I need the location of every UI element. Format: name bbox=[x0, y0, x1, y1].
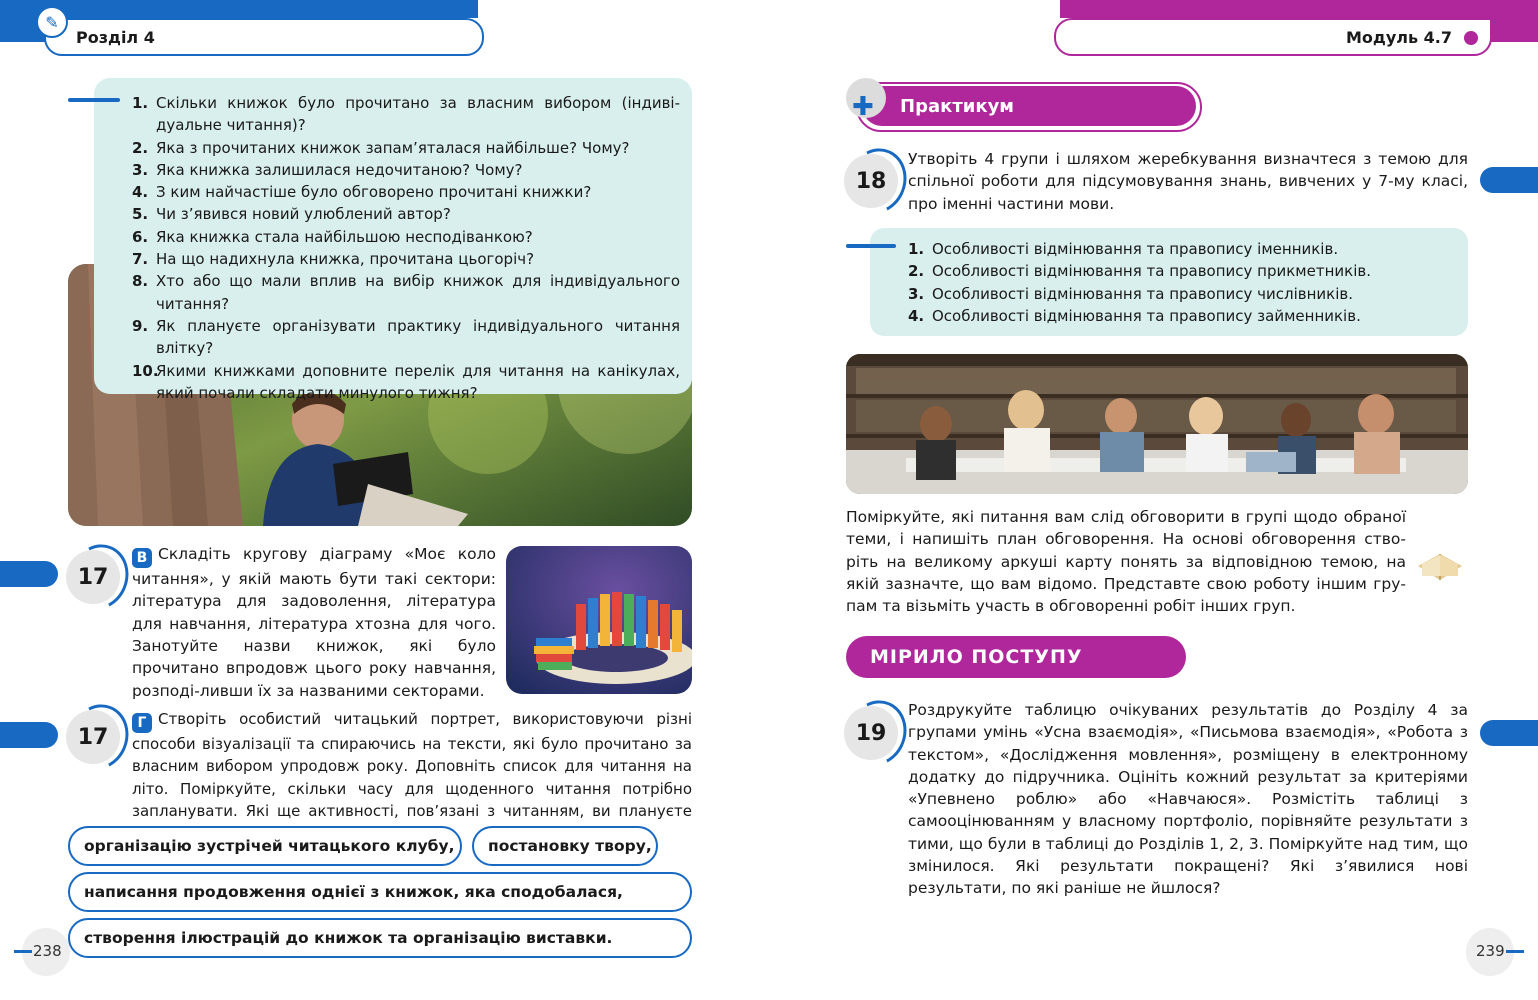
list-item: 4. З ким найчастіше було обговорено прочитані книжки? bbox=[132, 183, 592, 202]
section-title: Практикум bbox=[862, 86, 1196, 126]
topics-marker bbox=[846, 244, 896, 248]
side-tab bbox=[1480, 720, 1538, 746]
runner-icon: ✎ bbox=[36, 6, 68, 38]
books-circle-photo bbox=[506, 546, 692, 694]
list-item: 3. Особливості відмінювання та правопису числівників. bbox=[908, 284, 1354, 303]
side-tab bbox=[0, 561, 58, 587]
chapter-header-band bbox=[0, 0, 478, 18]
task-number: 18 bbox=[844, 154, 898, 208]
page-number: 239 bbox=[1476, 942, 1505, 960]
list-item: 1. Скільки книжок було прочитано за власним вибором (індиві-дуальне читання)? bbox=[132, 94, 680, 135]
progress-title: МІРИЛО ПОСТУПУ bbox=[846, 636, 1186, 678]
list-item: 3. Яка книжка залишилася недочитаною? Чому? bbox=[132, 160, 523, 179]
module-header-band-right bbox=[1488, 0, 1538, 42]
module-title: Модуль 4.7 bbox=[1345, 27, 1452, 47]
task-17v-text: В Складіть кругову діаграму «Моє коло читання», у якій мають бути такі сектори: література для задоволення, література для навчання, література хтозна для чого. Занотуйте назви книжок, які було прочитано впродовж цього року навчання, розподі-ливши їх за названими секторами. bbox=[132, 545, 496, 700]
activity-pill: постановку твору, bbox=[472, 826, 658, 866]
puzzle-icon: ✚ bbox=[852, 92, 874, 122]
list-item: 1. Особливості відмінювання та правопису іменників. bbox=[908, 240, 1339, 258]
questions-marker bbox=[68, 98, 120, 102]
discussion-text: Поміркуйте, які питання вам слід обговорити в групі щодо обраної теми, і напишіть план обговорення. На основі обговорення ство-ріть на великому аркуші карту понять за відповідною темою, на якій зазначте, що вам відомо. Представте свою роботу іншим гру-пам та візьміть участь в обговоренні робіт інших груп. bbox=[846, 508, 1406, 616]
side-tab bbox=[1480, 167, 1538, 193]
list-item: 10. Якими книжками доповните перелік для читання на канікулах, який почали складати минулого тижня? bbox=[132, 361, 680, 402]
list-item: 9. Як плануєте організувати практику індивідуального читання влітку? bbox=[132, 316, 680, 358]
reflection-questions-box bbox=[94, 78, 692, 402]
task-badge: В bbox=[132, 548, 152, 568]
side-tab bbox=[0, 722, 58, 748]
task-19-text: Роздрукуйте таблицю очікуваних результатів до Розділу 4 за групами умінь «Усна взаємодія», «Письмова взаємодія», «Робота з текстом», «Дослідження мовлення», розміщену в електронному додатку до підручника. Оцініть кожний результат за критеріями «Упевнено роблю» або «Навчаюся». Розмістіть таблиці з самооцінюванням у власному портфоліо, порівняйте результати з тими, що були в таблиці до Розділів 1, 2, 3. Поміркуйте над тим, що змінилося. Які результати покращені? Які з’явилися нові результати, по які раніше не йшлося? bbox=[908, 701, 1468, 898]
list-item: 8. Хто або що мали вплив на вибір книжок для індивідуального читання? bbox=[132, 272, 680, 313]
module-header bbox=[1054, 18, 1492, 56]
task-badge: Г bbox=[132, 713, 152, 733]
activity-pill: написання продовження однієї з книжок, яка сподобалася, bbox=[68, 872, 692, 912]
task-17g-text: Г Створіть особистий читацький портрет, використовуючи різні способи візуалізації та спираючись на тексти, які було прочитано за власним вибором упродовж року. Доповніть список для читання на літо. Поміркуйте, скільки часу для щоденного читання потрібно запланувати. Які ще активності, пов’язані з читанням, ви плануєте bbox=[132, 710, 692, 821]
open-book-icon bbox=[1410, 528, 1470, 592]
task-18-text: Утворіть 4 групи і шляхом жеребкування визначтеся з темою для спільної роботи для підсумовування знань, вивчених у 7-му класі, про іменні частини мови. bbox=[908, 150, 1468, 213]
list-item: 7. На що надихнула книжка, прочитана цьогоріч? bbox=[132, 250, 535, 269]
list-item: 5. Чи з’явився новий улюблений автор? bbox=[132, 205, 451, 224]
task-number: 17 bbox=[66, 550, 120, 604]
chapter-header bbox=[44, 18, 484, 56]
topics-box bbox=[870, 228, 1468, 336]
task-number: 17 bbox=[66, 710, 120, 764]
list-item: 6. Яка книжка стала найбільшою несподіванкою? bbox=[132, 227, 533, 246]
topics-list bbox=[908, 238, 1458, 327]
module-dot-icon bbox=[1464, 31, 1478, 45]
page-number: 238 bbox=[33, 942, 62, 960]
list-item: 2. Яка з прочитаних книжок запам’яталася найбільше? Чому? bbox=[132, 138, 630, 157]
page-number-line bbox=[14, 950, 32, 953]
page-number-line bbox=[1506, 950, 1524, 953]
chapter-title: Розділ 4 bbox=[76, 27, 155, 47]
reflection-questions-list bbox=[132, 92, 680, 404]
task-number: 19 bbox=[844, 706, 898, 760]
list-item: 2. Особливості відмінювання та правопису прикметників. bbox=[908, 262, 1371, 281]
group-study-photo bbox=[846, 354, 1468, 494]
activity-pill: створення ілюстрацій до книжок та організацію виставки. bbox=[68, 918, 692, 958]
module-header-band bbox=[1060, 0, 1538, 18]
activity-pill: організацію зустрічей читацького клубу, bbox=[68, 826, 462, 866]
list-item: 4. Особливості відмінювання та правопису займенників. bbox=[908, 306, 1361, 325]
